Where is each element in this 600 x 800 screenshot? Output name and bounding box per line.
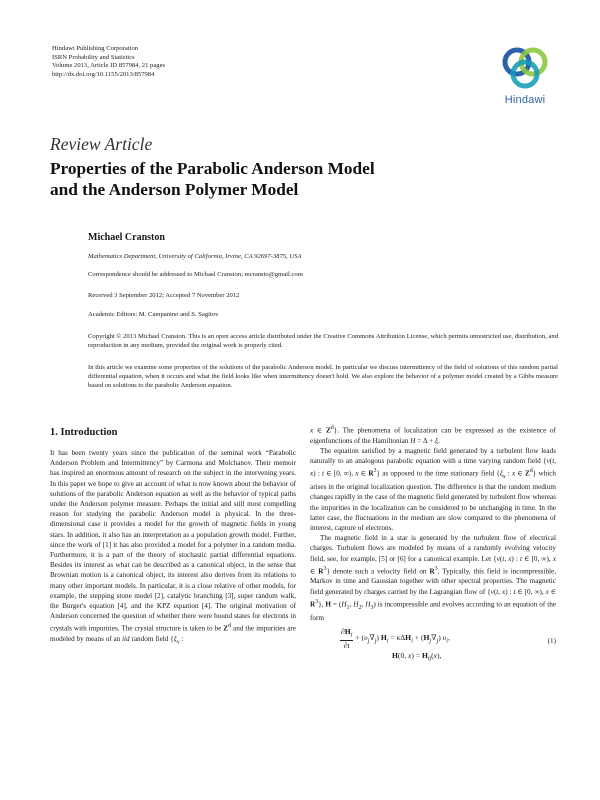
copyright-notice: Copyright © 2013 Michael Cranston. This is an open access article distributed under the Creative Commons Attribution License, which permits unrestricted use, distribution, and reproduction in any medium, provided the original work is properly cited. — [88, 333, 558, 350]
equation-line-1: $\frac{\partial H_i}{\partial t}$ + $(\upsilon_j\nabla_j) H_i = \kappa\Delta H_i + (H_j\nabla_j)$ $\upsilon_i$, — [341, 627, 450, 650]
left-column — [50, 448, 296, 648]
academic-editors: Academic Editors: M. Campanino and S. Sagitov — [88, 311, 219, 318]
journal-name: ISRN Probability and Statistics — [52, 53, 135, 61]
hindawi-logo-text: Hindawi — [504, 94, 546, 106]
paragraph: The magnetic field in a star is generated by the turbulent flow of electrical charges. Turbulent flows are modeled by means of a randomly evolving velocity field, see, for example, [5] or [6] for a canonical example. Let {v(t, x) : t ∈ [0, ∞), x ∈ $R^3$} denote such a velocity field on $R^3$. Typically, this field is incompressible, Markov in time and Gaussian together with other spectral properties. The magnetic field generated by charges carried by the Lagrangian flow of {v(t, x) : t ∈ [0, ∞), x ∈ $R^3$}, $H = (H_1$, $H_2$, $H_3$) is incompressible and evolves according to an equation of the form — [310, 534, 557, 622]
article-title — [50, 158, 470, 200]
abstract: In this article we examine some properties of the solutions of the parabolic Anderson model. In particular we discuss intermittency of the field of solutions of this random partial differential equation, when it occurs and what the field looks like when intermittency doesn't hold. We also explore the behavior of a polymer model created by a Gibbs measure based on solutions to the parabolic Anderson equation. — [88, 364, 558, 390]
author-name: Michael Cranston — [88, 232, 165, 243]
hindawi-logo-icon — [494, 40, 556, 94]
paragraph: The equation satisfied by a magnetic field generated by a turbulent flow leads naturally to an analogous parabolic equation with a time varying random field {v(t, x) : t ∈ [0, ∞), x ∈ $R^3$} as opposed to the time stationary field {$\xi_x$ : x ∈ $Z^d$} which arises in the original localization question. The difference is that the random medium changes rapidly in the case of the magnetic field generated by turbulent flow whereas the impurities in the localization can be considered to be unchanging in time. In the latter case, the fluctuations in the medium are slow compared to the phenomena of interest, capture of electrons. — [310, 446, 557, 533]
received-dates: Received 3 September 2012; Accepted 7 November 2012 — [88, 292, 240, 299]
equation-number: (1) — [547, 637, 556, 646]
publisher: Hindawi Publishing Corporation — [52, 45, 139, 52]
affiliation: Mathematics Department, University of California, Irvine, CA 92697-3875, USA — [88, 253, 302, 260]
paragraph: x ∈ $Z^d$}. The phenomena of localization can be expressed as the existence of eigenfunctions of the Hamiltonian H = Δ + ξ. — [310, 425, 556, 445]
equation-1 — [310, 627, 556, 661]
article-type: Review Article — [50, 134, 153, 154]
paragraph: It has been twenty years since the publication of the seminal work “Parabolic Anderson Problem and Intermittency” by Carmona and Molchanov. Their memoir has inspired an enormous amount of research on the subject in the intervening years. In this paper we hope to give an account of what is now known about the behavior of solutions of the parabolic Anderson equation as well as the behavior of typical paths under the Anderson polymer measure. Perhaps the initial and still most compelling reason for studying the parabolic Anderson model is physical. In the three-dimensional case it provides a model for the growth of magnetic fields in young stars. In addition, it also has an interpretation as a population growth model. Further, since the work of [1] it has also provided a model for a polymer in a random media. Furthermore, it is a part of the theory of stochastic partial differential equations. Besides its interest as what can be described as a canonical object, in the sense that Brownian motion is a canonical object, its interest also derives from its relations to many other important models. In particular, it is a close relative of other models, for example, the stepping stone model [2], catalytic branching [3], super random walk, the Burger's equation [4], and the KPZ equation [4]. The original motivation of Anderson concerned the question of whether there were bound states for electrons in crystals with impurities. The crystal structure is taken to be $Z^d$ and the impurities are modeled by means of an iid random field {$\xi_x$ : — [50, 449, 296, 646]
correspondence: Correspondence should be addressed to Michael Cranston; mcransto@gmail.com — [88, 271, 303, 278]
journal-header — [52, 45, 165, 79]
volume-info: Volume 2013, Article ID 857984, 21 pages — [52, 62, 166, 70]
title-line-2: and the Anderson Polymer Model — [50, 180, 299, 199]
title-line-1: Properties of the Parabolic Anderson Model — [50, 159, 375, 178]
hindawi-logo — [494, 40, 556, 106]
doi-link[interactable]: http://dx.doi.org/10.1155/2013/857984 — [52, 70, 155, 78]
equation-line-2: H(0, $x) = H_0(x)$, — [392, 651, 442, 663]
right-column — [310, 423, 556, 661]
section-heading: 1. Introduction — [50, 427, 118, 438]
